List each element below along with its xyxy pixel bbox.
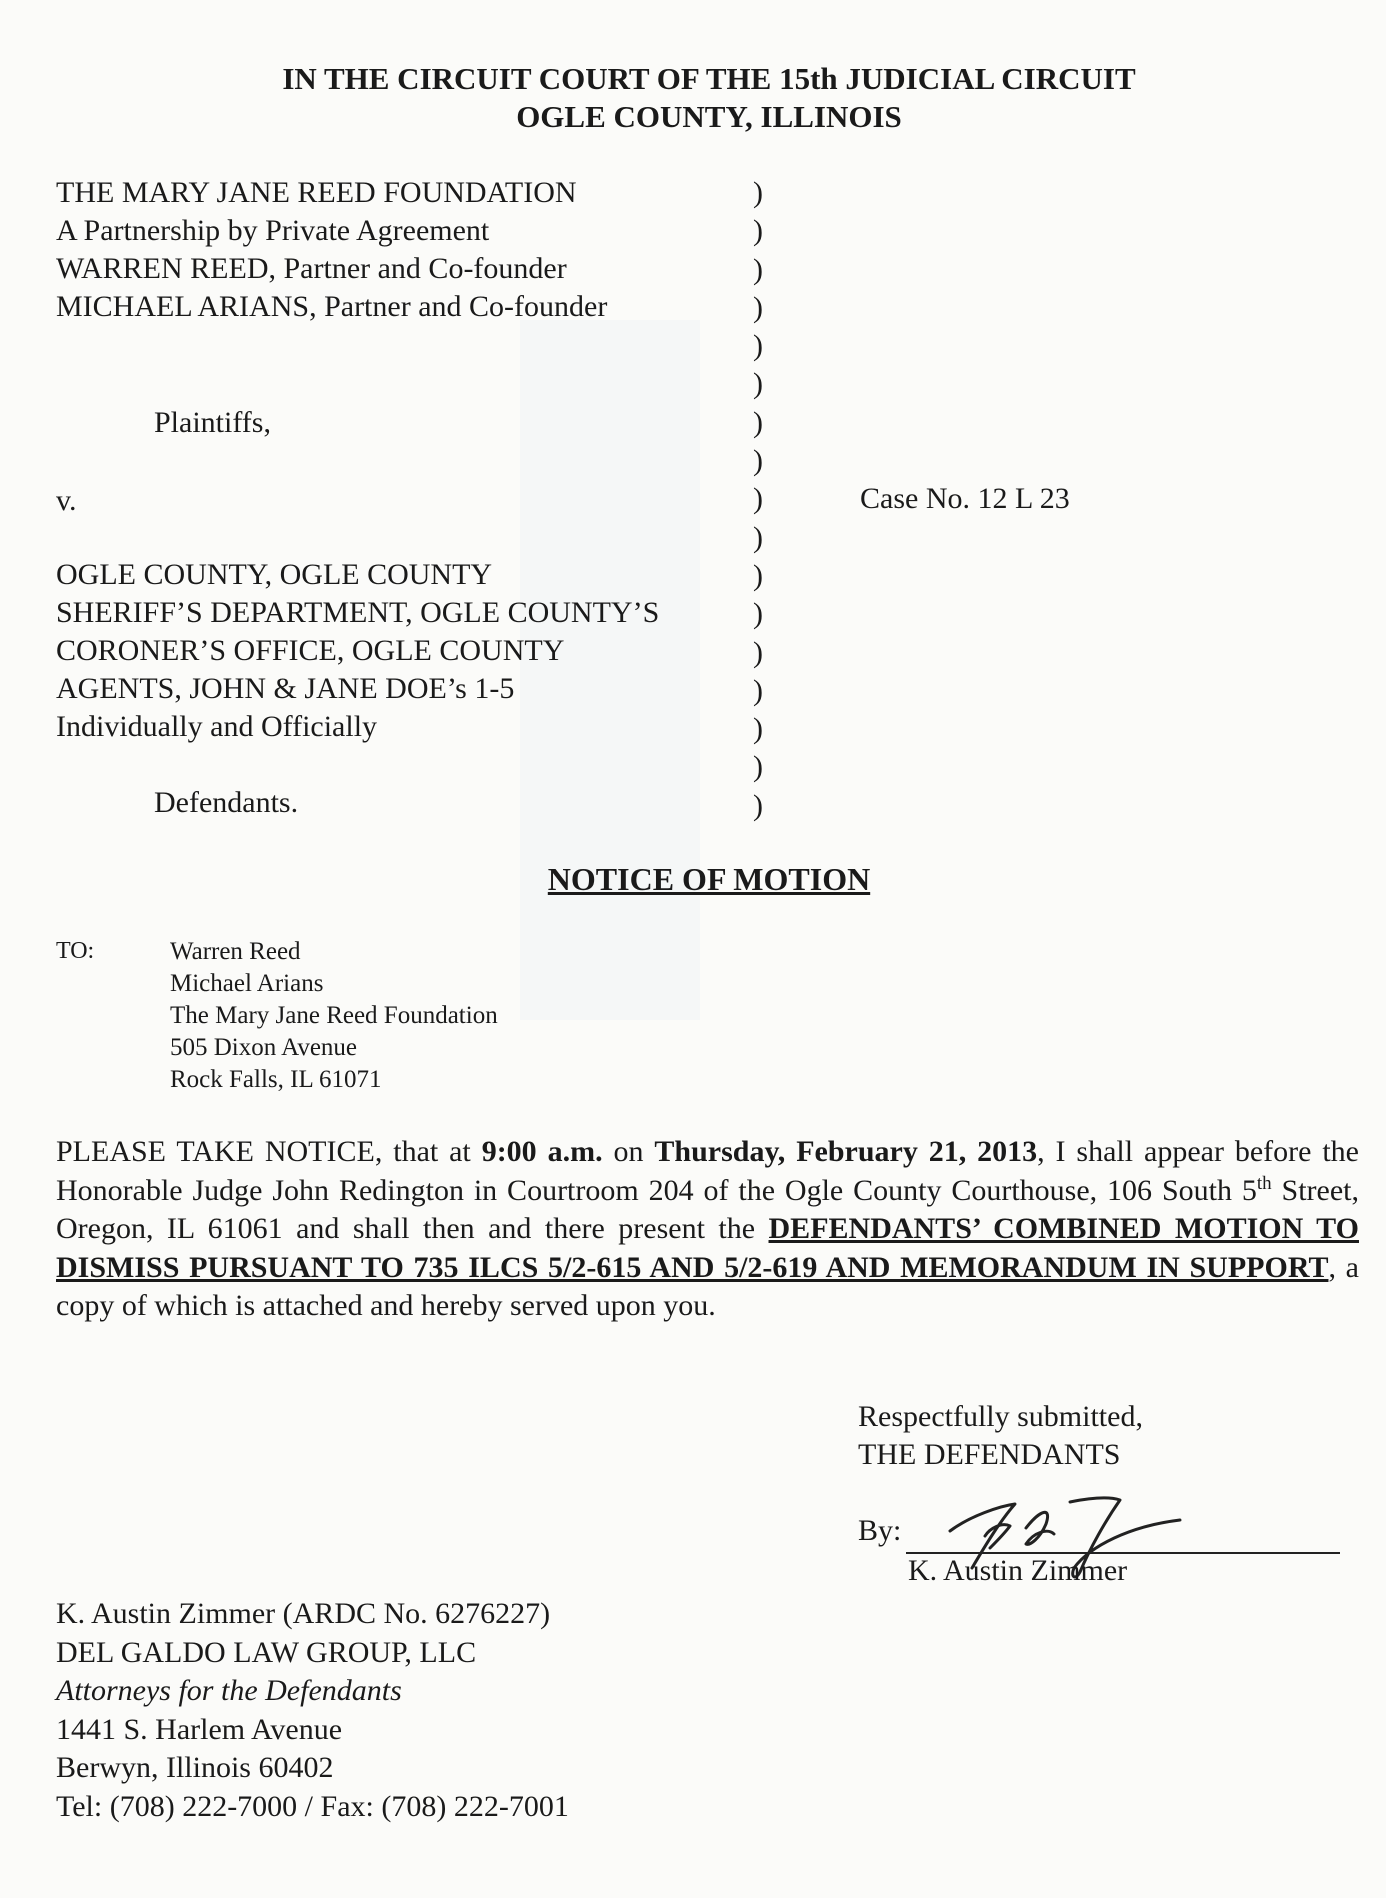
body-text: Street, Oregon, IL 61061 and shall then and there present the — [56, 1173, 1360, 1245]
paren: ) — [753, 712, 763, 746]
firm-city: Berwyn, Illinois 60402 — [56, 1751, 334, 1784]
paren: ) — [753, 673, 763, 707]
paren: ) — [753, 558, 763, 592]
paren: ) — [753, 329, 763, 363]
recipient-line: Rock Falls, IL 61071 — [170, 1066, 382, 1093]
recipient-line: 505 Dixon Avenue — [170, 1034, 358, 1061]
closing-party: THE DEFENDANTS — [858, 1438, 1121, 1471]
law-firm: DEL GALDO LAW GROUP, LLC — [56, 1635, 477, 1669]
closing-block — [858, 1398, 1143, 1474]
signer-name: K. Austin Zimmer — [908, 1554, 1128, 1587]
body-text: on — [602, 1135, 655, 1168]
paren: ) — [753, 597, 763, 631]
defendant-line: Individually and Officially — [56, 710, 378, 743]
defendants-label: Defendants. — [154, 786, 299, 819]
scan-shading — [520, 320, 700, 1020]
hearing-time: 9:00 a.m. — [481, 1135, 603, 1168]
attorney-name: K. Austin Zimmer (ARDC No. 6276227) — [56, 1597, 551, 1630]
paren: ) — [753, 444, 763, 478]
caption-parentheses — [753, 174, 763, 825]
paren: ) — [753, 290, 763, 324]
closing-line: Respectfully submitted, — [858, 1400, 1143, 1433]
plaintiff-line: A Partnership by Private Agreement — [56, 214, 490, 247]
defendant-line: OGLE COUNTY, OGLE COUNTY — [56, 558, 493, 591]
court-name-line-2: OGLE COUNTY, ILLINOIS — [516, 99, 902, 134]
paren: ) — [753, 405, 763, 439]
by-label: By: — [858, 1514, 902, 1547]
paren: ) — [753, 252, 763, 286]
attorney-block — [56, 1595, 569, 1826]
versus-label: v. — [56, 484, 77, 517]
paren: ) — [753, 788, 763, 822]
recipient-line: The Mary Jane Reed Foundation — [170, 1002, 498, 1029]
motion-title: DEFENDANTS’ COMBINED MOTION TO DISMISS PURSUANT TO 735 ILCS 5/2-615 AND 5/2-619 AND MEMORANDUM IN SUPPORT — [56, 1212, 1359, 1284]
defendant-line: SHERIFF’S DEPARTMENT, OGLE COUNTY’S — [56, 596, 660, 629]
paren: ) — [753, 176, 763, 209]
firm-phone-fax: Tel: (708) 222-7000 / Fax: (708) 222-7001 — [56, 1789, 569, 1823]
recipient-address — [170, 936, 498, 1096]
court-name-line-1: IN THE CIRCUIT COURT OF THE 15th JUDICIAL CIRCUIT — [282, 61, 1136, 96]
defendant-line: AGENTS, JOHN & JANE DOE’s 1-5 — [56, 672, 515, 705]
body-text: , I shall appear before the Honorable Judge John Redington in Courtroom 204 of the Ogle County Courthouse, 106 South 5 — [56, 1135, 1360, 1207]
plaintiff-line: WARREN REED, Partner and Co-founder — [56, 252, 567, 285]
defendant-line: CORONER’S OFFICE, OGLE COUNTY — [56, 634, 565, 667]
ordinal-superscript: th — [1256, 1172, 1272, 1194]
notice-title: NOTICE OF MOTION — [547, 861, 871, 897]
paren: ) — [753, 367, 763, 401]
plaintiff-line: MICHAEL ARIANS, Partner and Co-founder — [56, 290, 608, 323]
plaintiff-line: THE MARY JANE REED FOUNDATION — [56, 176, 577, 209]
paren: ) — [753, 214, 763, 248]
paren: ) — [753, 635, 763, 669]
body-text: PLEASE TAKE NOTICE, that at — [56, 1135, 482, 1168]
notice-body — [56, 1133, 1359, 1326]
recipient-line: Warren Reed — [170, 938, 301, 965]
firm-street: 1441 S. Harlem Avenue — [56, 1712, 343, 1746]
paren: ) — [753, 482, 763, 516]
paren: ) — [753, 750, 763, 784]
recipient-line: Michael Arians — [170, 970, 324, 997]
plaintiffs-label: Plaintiffs, — [154, 406, 271, 439]
case-number: Case No. 12 L 23 — [860, 482, 1070, 515]
body-text: , a copy of which is attached and hereby served upon you. — [56, 1250, 1359, 1322]
to-label: TO: — [56, 938, 95, 964]
paren: ) — [753, 520, 763, 554]
attorney-role: Attorneys for the Defendants — [56, 1674, 402, 1707]
hearing-date: Thursday, February 21, 2013 — [654, 1135, 1038, 1168]
